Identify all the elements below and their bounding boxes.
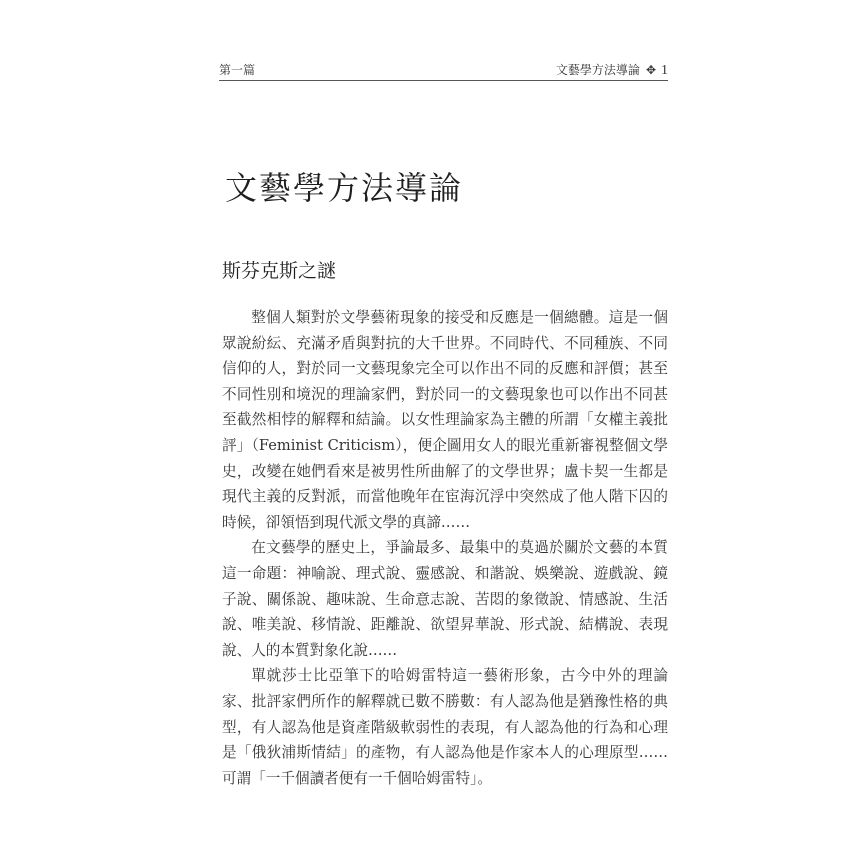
paragraph: 整個人類對於文學藝術現象的接受和反應是一個總體。這是一個眾說紛紜、充滿矛盾與對抗的大千世界。不同時代、不同種族、不同信仰的人，對於同一文藝現象完全可以作出不同的反應和評價；甚至不同性別和境況的理論家們，對於同一的文藝現象也可以作出不同甚至截然相悖的解釋和結論。以女性理論家為主體的所謂「女權主義批評」（Feminist Criticism），便企圖用女人的眼光重新審視整個文學史，改變在她們看來是被男性所曲解了的文學世界；盧卡契一生都是現代主義的反對派，而當他晚年在宦海沉浮中突然成了他人階下囚的時候，卻領悟到現代派文學的真諦…… (222, 309, 668, 531)
section-title: 斯芬克斯之謎 (222, 260, 337, 282)
running-header (219, 60, 668, 81)
body-text (222, 305, 668, 791)
chapter-title: 文藝學方法導論 (225, 169, 464, 207)
paragraph: 單就莎士比亞筆下的哈姆雷特這一藝術形象，古今中外的理論家、批評家們所作的解釋就已數不勝數：有人認為他是猶豫性格的典型，有人認為他是資產階級軟弱性的表現，有人認為他的行為和心理是「俄狄浦斯情結」的產物，有人認為他是作家本人的心理原型……可謂「一千個讀者便有一千個哈姆雷特」。 (222, 667, 668, 787)
page-number: 1 (661, 63, 668, 78)
ornament-icon: ✥ (645, 63, 656, 77)
paragraph: 在文藝學的歷史上，爭論最多、最集中的莫過於關於文藝的本質這一命題：神喻說、理式說、靈感說、和諧說、娛樂說、遊戲說、鏡子說、關係說、趣味說、生命意志說、苦悶的象徵說、情感說、生活說、唯美說、移情說、距離說、欲望昇華說、形式說、結構說、表現說、人的本質對象化說…… (222, 539, 668, 659)
header-right (556, 61, 668, 79)
header-running-title: 文藝學方法導論 (555, 63, 640, 77)
header-section-label: 第一篇 (219, 63, 256, 77)
